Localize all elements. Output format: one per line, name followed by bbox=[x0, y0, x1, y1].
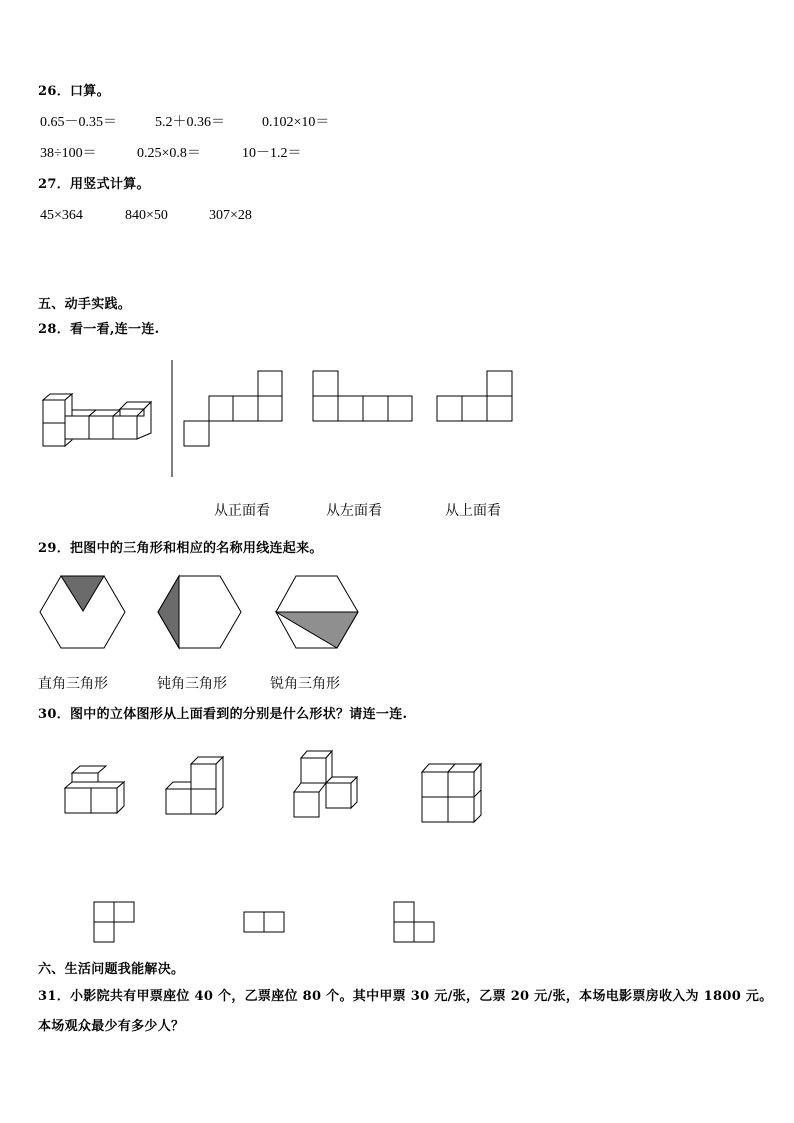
q30-solid-4 bbox=[422, 764, 481, 822]
q30-title: 30．图中的立体图形从上面看到的分别是什么形状？请连一连. bbox=[38, 707, 408, 722]
q28-label-top: 从上面看 bbox=[445, 503, 501, 519]
q27-item-1: 45×364 bbox=[40, 208, 83, 223]
q26-item-4: 38÷100＝ bbox=[40, 146, 97, 161]
q30-solid-1 bbox=[65, 766, 124, 813]
q30-top-view-1 bbox=[94, 902, 134, 942]
q30-solid-2 bbox=[166, 757, 223, 814]
q26-item-2: 5.2＋0.36＝ bbox=[155, 115, 225, 130]
q29-name-obtuse: 钝角三角形 bbox=[157, 676, 227, 692]
q29-title: 29．把图中的三角形和相应的名称用线连起来。 bbox=[38, 541, 323, 556]
q30-top-view-2 bbox=[244, 912, 284, 932]
q27-item-3: 307×28 bbox=[209, 208, 252, 223]
q27-title: 27．用竖式计算。 bbox=[38, 177, 150, 192]
q28-label-left: 从左面看 bbox=[326, 503, 382, 519]
section5-title: 五、动手实践。 bbox=[38, 297, 132, 312]
q28-title: 28．看一看,连一连. bbox=[38, 322, 160, 337]
q26-title: 26．口算。 bbox=[38, 84, 110, 99]
section6-title: 六、生活问题我能解决。 bbox=[38, 962, 185, 977]
q27-item-2: 840×50 bbox=[125, 208, 168, 223]
q30-solid-3 bbox=[294, 751, 357, 817]
q26-item-3: 0.102×10＝ bbox=[262, 115, 330, 130]
q26-item-5: 0.25×0.8＝ bbox=[137, 146, 201, 161]
q29-name-acute: 锐角三角形 bbox=[270, 676, 340, 692]
q31-line-2: 本场观众最少有多少人？ bbox=[38, 1019, 185, 1034]
q30-top-view-3 bbox=[394, 902, 434, 942]
q31-line-1: 31．小影院共有甲票座位 40 个，乙票座位 80 个。其中甲票 30 元/张，乙票 20 元/张，本场电影票房收入为 1800 元。 bbox=[38, 989, 773, 1004]
q26-item-1: 0.65－0.35＝ bbox=[40, 115, 117, 130]
q29-name-right: 直角三角形 bbox=[38, 676, 108, 692]
q26-item-6: 10－1.2＝ bbox=[242, 146, 302, 161]
q28-label-front: 从正面看 bbox=[214, 503, 270, 519]
